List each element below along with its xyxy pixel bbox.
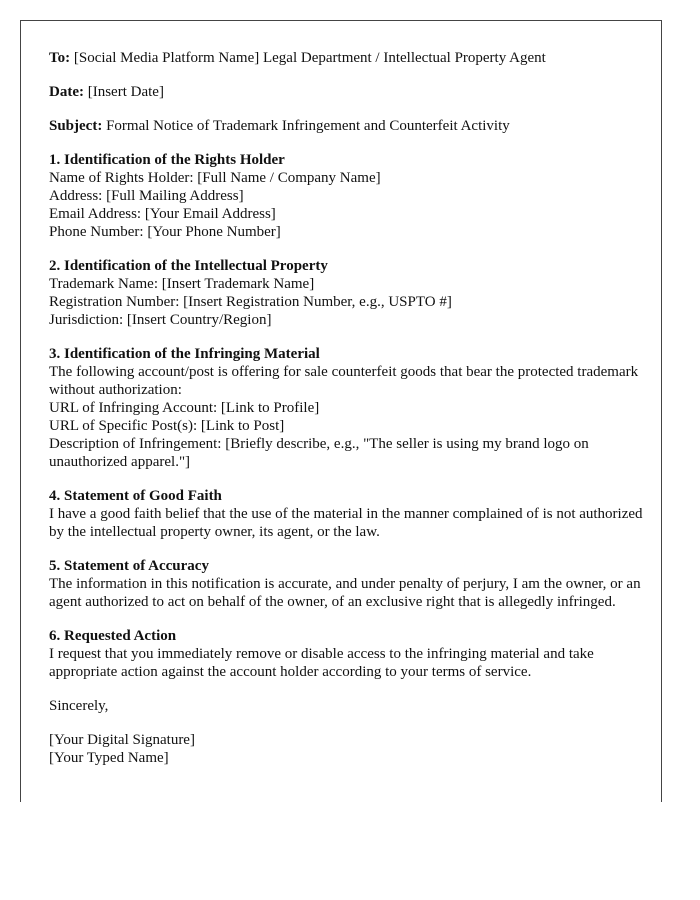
salutation-text: Sincerely, bbox=[49, 698, 109, 714]
section-line: The following account/post is offering for sale counterfeit goods that bear the protected trademark without authorization: bbox=[49, 364, 639, 398]
section-line: Phone Number: [Your Phone Number] bbox=[49, 224, 281, 240]
section-line: I have a good faith belief that the use of the material in the manner complained of is not authorized by the intellectual property owner, its agent, or the law. bbox=[49, 506, 643, 540]
section-5 bbox=[49, 557, 661, 611]
to-label: To: bbox=[49, 50, 71, 66]
date-label: Date: bbox=[49, 84, 84, 100]
signature-block bbox=[49, 731, 661, 767]
section-line: Name of Rights Holder: [Full Name / Company Name] bbox=[49, 170, 381, 186]
section-heading: 4. Statement of Good Faith bbox=[49, 488, 222, 504]
section-heading: 1. Identification of the Rights Holder bbox=[49, 152, 285, 168]
section-line: URL of Specific Post(s): [Link to Post] bbox=[49, 418, 285, 434]
section-line: The information in this notification is accurate, and under penalty of perjury, I am the owner, or an agent authorized to act on behalf of the owner, of an exclusive right that is allegedly infringed. bbox=[49, 576, 641, 610]
to-value: [Social Media Platform Name] Legal Department / Intellectual Property Agent bbox=[73, 50, 546, 66]
section-1 bbox=[49, 151, 661, 241]
section-3 bbox=[49, 345, 661, 471]
subject-label: Subject: bbox=[49, 118, 103, 134]
section-line: Registration Number: [Insert Registration Number, e.g., USPTO #] bbox=[49, 294, 452, 310]
section-heading: 3. Identification of the Infringing Material bbox=[49, 346, 320, 362]
section-heading: 5. Statement of Accuracy bbox=[49, 558, 209, 574]
subject-value: Formal Notice of Trademark Infringement and Counterfeit Activity bbox=[106, 118, 510, 134]
date-value: [Insert Date] bbox=[87, 84, 164, 100]
section-6 bbox=[49, 627, 661, 681]
signature: [Your Digital Signature] bbox=[49, 732, 195, 748]
section-line: URL of Infringing Account: [Link to Profile] bbox=[49, 400, 320, 416]
section-line: Email Address: [Your Email Address] bbox=[49, 206, 276, 222]
section-line: Description of Infringement: [Briefly describe, e.g., "The seller is using my brand logo on unauthorized apparel."] bbox=[49, 436, 589, 470]
letter-page bbox=[20, 20, 662, 802]
section-4 bbox=[49, 487, 661, 541]
typed-name: [Your Typed Name] bbox=[49, 750, 169, 766]
subject-line bbox=[49, 117, 661, 135]
section-line: Jurisdiction: [Insert Country/Region] bbox=[49, 312, 272, 328]
section-2 bbox=[49, 257, 661, 329]
section-line: Trademark Name: [Insert Trademark Name] bbox=[49, 276, 315, 292]
section-heading: 2. Identification of the Intellectual Property bbox=[49, 258, 328, 274]
salutation bbox=[49, 697, 661, 715]
date-line bbox=[49, 83, 661, 101]
to-line bbox=[49, 49, 661, 67]
section-heading: 6. Requested Action bbox=[49, 628, 177, 644]
section-line: I request that you immediately remove or disable access to the infringing material and take appropriate action against the account holder according to your terms of service. bbox=[49, 646, 594, 680]
section-line: Address: [Full Mailing Address] bbox=[49, 188, 244, 204]
